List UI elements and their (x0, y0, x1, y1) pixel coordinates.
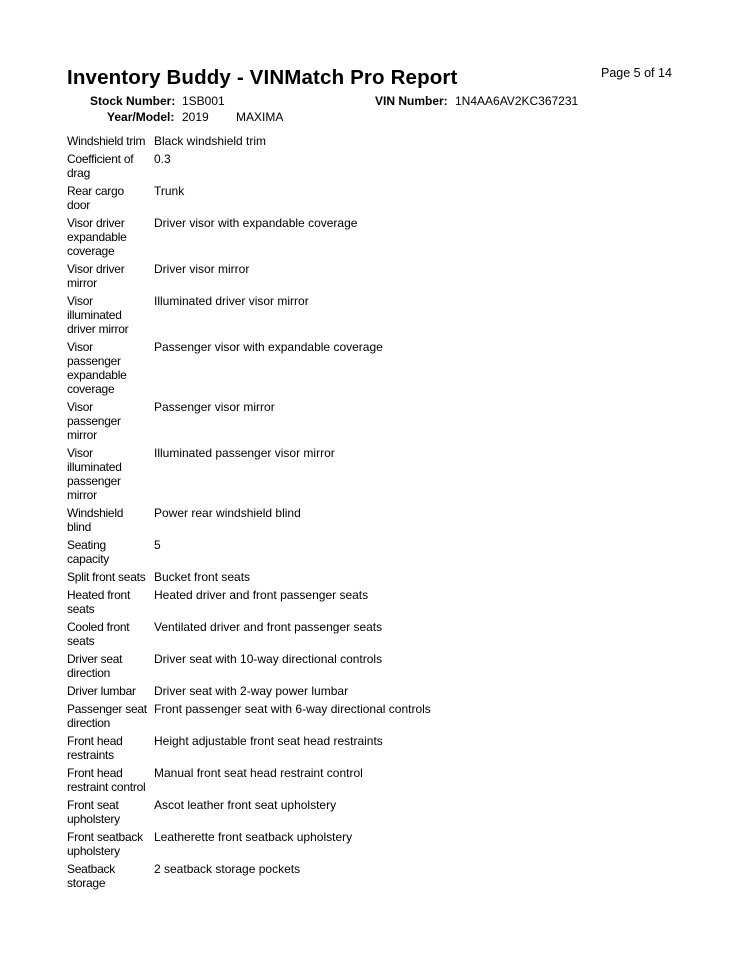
spec-value: 2 seatback storage pockets (154, 862, 301, 876)
spec-value: Front passenger seat with 6-way directional controls (154, 702, 431, 716)
spec-value: Driver seat with 10-way directional controls (154, 652, 383, 666)
spec-value: Black windshield trim (154, 134, 267, 148)
spec-row (67, 570, 667, 584)
spec-value: Passenger visor mirror (154, 400, 275, 414)
spec-label: Seating capacity (67, 538, 110, 566)
year-model-label: Year/Model: (107, 110, 175, 124)
model-value: MAXIMA (236, 110, 284, 124)
spec-row (67, 830, 667, 858)
spec-value: Driver visor mirror (154, 262, 250, 276)
spec-label: Front seat upholstery (67, 798, 120, 826)
spec-value: Bucket front seats (154, 570, 251, 584)
spec-value: Illuminated passenger visor mirror (154, 446, 335, 460)
spec-row (67, 152, 667, 180)
stock-number-label: Stock Number: (90, 94, 176, 108)
spec-label: Split front seats (67, 570, 146, 584)
spec-label: Driver seat direction (67, 652, 123, 680)
spec-label: Driver lumbar (67, 684, 136, 698)
vin-value: 1N4AA6AV2KC367231 (455, 94, 579, 108)
spec-row (67, 684, 667, 698)
spec-value: Leatherette front seatback upholstery (154, 830, 353, 844)
spec-label: Front head restraints (67, 734, 123, 762)
spec-row (67, 134, 667, 148)
spec-label: Visor passenger expandable coverage (67, 340, 127, 396)
spec-label: Heated front seats (67, 588, 131, 616)
spec-row (67, 766, 667, 794)
spec-label: Front head restraint control (67, 766, 146, 794)
spec-label: Visor illuminated passenger mirror (67, 446, 122, 502)
spec-row (67, 216, 667, 258)
spec-row (67, 506, 667, 534)
year-value: 2019 (182, 110, 209, 124)
spec-value: Driver seat with 2-way power lumbar (154, 684, 349, 698)
spec-row (67, 294, 667, 336)
spec-value: Ascot leather front seat upholstery (154, 798, 337, 812)
spec-value: Power rear windshield blind (154, 506, 301, 520)
spec-label: Visor passenger mirror (67, 400, 121, 442)
year-model-field (107, 110, 174, 124)
spec-row (67, 184, 667, 212)
report-title: Inventory Buddy - VINMatch Pro Report (67, 66, 458, 89)
spec-label: Seatback storage (67, 862, 116, 890)
spec-value: Illuminated driver visor mirror (154, 294, 309, 308)
spec-label: Visor illuminated driver mirror (67, 294, 129, 336)
spec-row (67, 262, 667, 290)
spec-list (67, 134, 667, 894)
spec-value: 5 (154, 538, 161, 552)
spec-row (67, 446, 667, 502)
spec-value: Manual front seat head restraint control (154, 766, 363, 780)
spec-value: Trunk (154, 184, 185, 198)
spec-row (67, 340, 667, 396)
spec-row (67, 862, 667, 890)
spec-row (67, 588, 667, 616)
spec-row (67, 734, 667, 762)
page-number: Page 5 of 14 (601, 66, 672, 80)
vin-label: VIN Number: (375, 94, 448, 108)
spec-label: Visor driver expandable coverage (67, 216, 127, 258)
spec-label: Coefficient of drag (67, 152, 134, 180)
spec-row (67, 702, 667, 730)
spec-value: Height adjustable front seat head restraints (154, 734, 383, 748)
stock-number-field (90, 94, 175, 108)
spec-row (67, 798, 667, 826)
spec-row (67, 620, 667, 648)
spec-label: Passenger seat direction (67, 702, 147, 730)
spec-value: Heated driver and front passenger seats (154, 588, 369, 602)
spec-label: Front seatback upholstery (67, 830, 143, 858)
spec-label: Windshield trim (67, 134, 146, 148)
spec-row (67, 538, 667, 566)
spec-value: Driver visor with expandable coverage (154, 216, 358, 230)
spec-label: Visor driver mirror (67, 262, 125, 290)
spec-value: 0.3 (154, 152, 171, 166)
spec-label: Cooled front seats (67, 620, 130, 648)
spec-row (67, 400, 667, 442)
spec-value: Ventilated driver and front passenger seats (154, 620, 383, 634)
stock-number-value: 1SB001 (182, 94, 225, 108)
spec-value: Passenger visor with expandable coverage (154, 340, 383, 354)
spec-label: Rear cargo door (67, 184, 124, 212)
spec-label: Windshield blind (67, 506, 124, 534)
spec-row (67, 652, 667, 680)
vin-field (375, 94, 448, 108)
